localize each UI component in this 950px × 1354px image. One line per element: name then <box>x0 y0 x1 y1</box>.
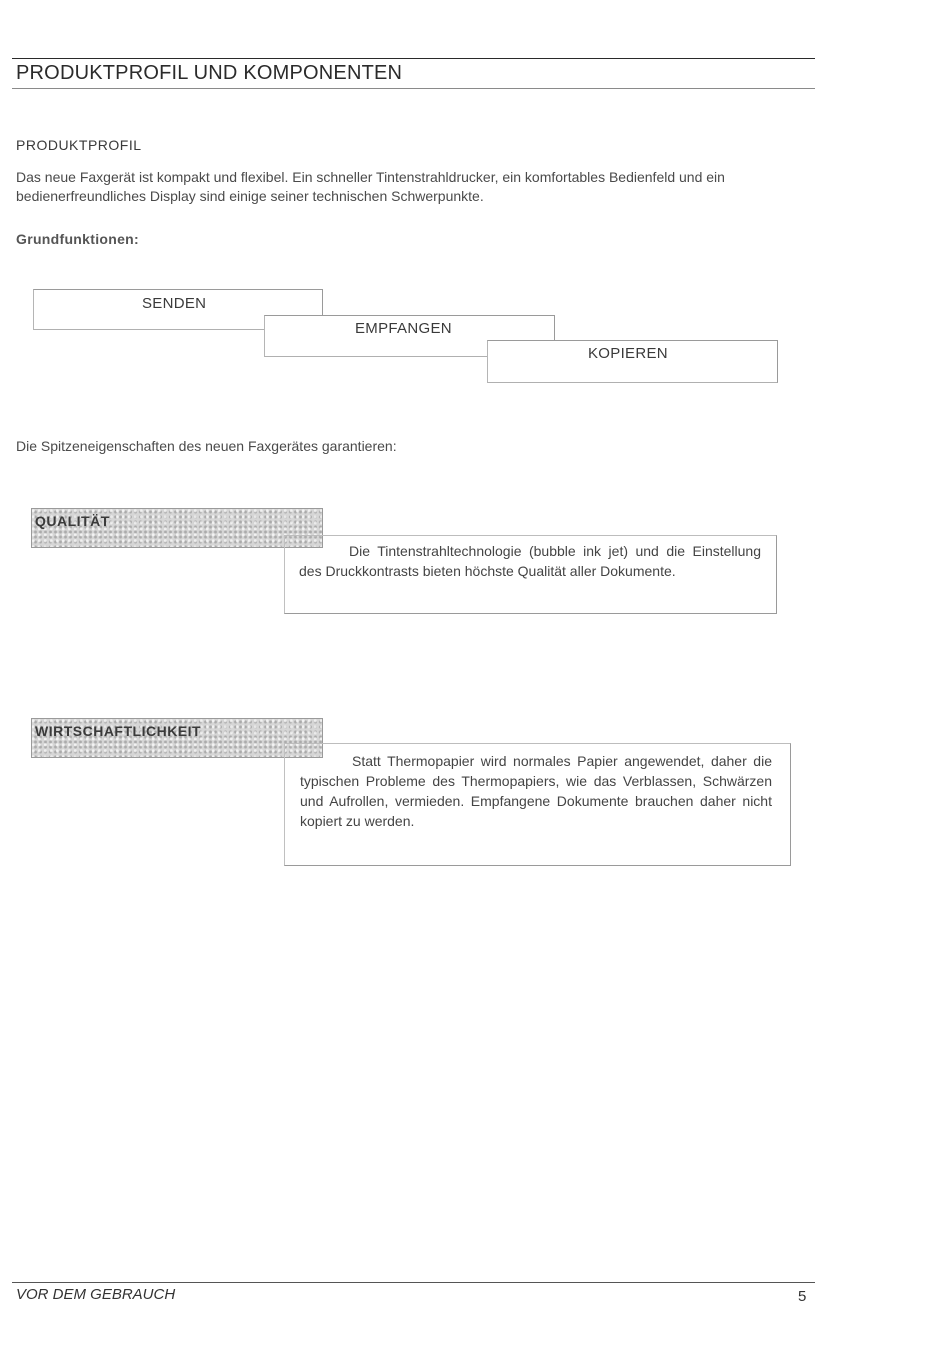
function-label-copy: KOPIEREN <box>588 345 668 362</box>
footer-rule <box>12 1282 815 1283</box>
page-title: PRODUKTPROFIL UND KOMPONENTEN <box>16 62 403 84</box>
function-label-send: SENDEN <box>142 295 207 312</box>
feature-desc-economy <box>284 743 791 866</box>
header-bottom-rule <box>12 88 815 89</box>
functions-heading: Grundfunktionen: <box>16 231 139 247</box>
function-label-receive: EMPFANGEN <box>355 320 452 337</box>
function-box-copy <box>487 340 778 383</box>
feature-desc-quality <box>284 535 777 614</box>
feature-text-quality: Die Tintenstrahltechnologie (bubble ink jet) und die Einstellung des Druckkontrasts bieten höchste Qualität aller Dokumente. <box>299 543 761 579</box>
section-heading: PRODUKTPROFIL <box>16 137 142 153</box>
page-number: 5 <box>798 1288 807 1305</box>
intro-paragraph: Das neue Faxgerät ist kompakt und flexibel. Ein schneller Tintenstrahldrucker, ein komfortables Bedienfeld und ein bedienerfreundliches Display sind einige seiner technischen Schwerpunkte. <box>16 169 725 204</box>
feature-tag-quality <box>31 508 323 548</box>
feature-tag-label-quality: QUALITÄT <box>35 513 110 529</box>
feature-text-economy: Statt Thermopapier wird normales Papier angewendet, daher die typischen Probleme des Thermopapiers, wie das Verblassen, Schwärzen und Aufrollen, vermieden. Empfangene Dokumente brauchen daher nicht kopiert zu werden. <box>300 753 772 829</box>
features-lead: Die Spitzeneigenschaften des neuen Faxgerätes garantieren: <box>16 438 397 454</box>
feature-tag-economy <box>31 718 323 758</box>
feature-tag-label-economy: WIRTSCHAFTLICHKEIT <box>35 723 202 739</box>
footer-section: VOR DEM GEBRAUCH <box>16 1286 176 1303</box>
header-top-rule <box>12 58 815 59</box>
